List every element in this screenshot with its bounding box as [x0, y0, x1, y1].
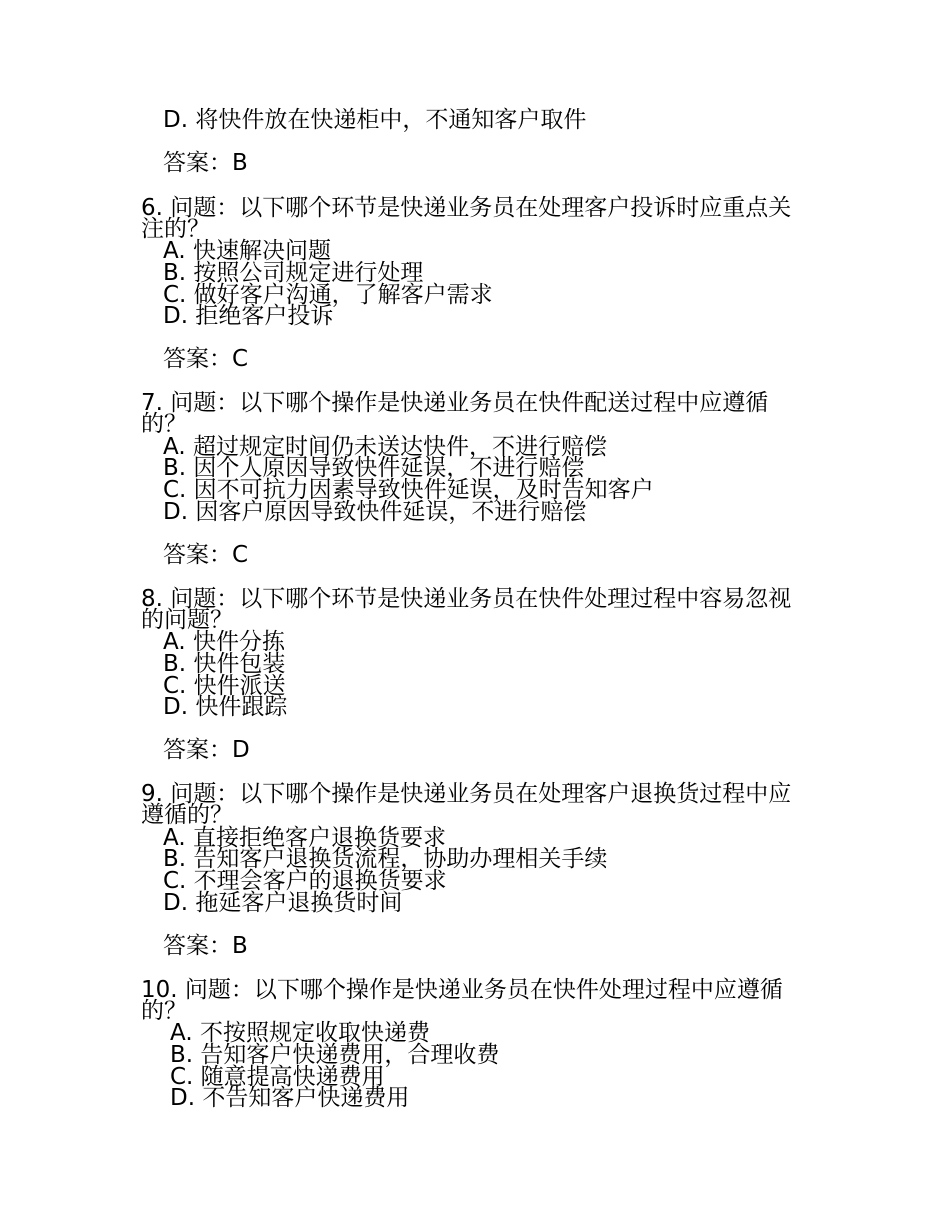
q7-option-c: C. 因不可抗力因素导致快件延误，及时告知客户: [163, 477, 654, 503]
q7-question: 7. 问题：以下哪个操作是快递业务员在快件配送过程中应遵循的？: [141, 390, 769, 437]
q6-option-d: D. 拒绝客户投诉: [163, 303, 334, 329]
q8-option-b: B. 快件包装: [163, 651, 286, 677]
q6-answer: 答案：C: [163, 346, 249, 372]
q9-question: 9. 问题：以下哪个操作是快递业务员在处理客户退换货过程中应遵循的？: [141, 781, 792, 828]
q10-option-c: C. 随意提高快递费用: [170, 1064, 385, 1090]
q6-option-c: C. 做好客户沟通，了解客户需求: [163, 282, 493, 308]
q8-option-c: C. 快件派送: [163, 673, 286, 699]
q6-question: 6. 问题：以下哪个环节是快递业务员在处理客户投诉时应重点关注的？: [141, 195, 792, 242]
q7-option-b: B. 因个人原因导致快件延误，不进行赔偿: [163, 455, 585, 481]
q9-option-c: C. 不理会客户的退换货要求: [163, 868, 447, 894]
q8-option-d: D. 快件跟踪: [163, 694, 288, 720]
q5-answer: 答案：B: [163, 150, 248, 176]
q7-option-a: A. 超过规定时间仍未送达快件，不进行赔偿: [163, 434, 607, 460]
q10-option-a: A. 不按照规定收取快递费: [170, 1020, 430, 1046]
q5-option-d: D. 将快件放在快递柜中，不通知客户取件: [163, 107, 587, 133]
q6-option-a: A. 快速解决问题: [163, 238, 331, 264]
q8-option-a: A. 快件分拣: [163, 629, 285, 655]
q7-option-d: D. 因客户原因导致快件延误，不进行赔偿: [163, 499, 587, 525]
q9-option-a: A. 直接拒绝客户退换货要求: [163, 825, 446, 851]
q10-option-b: B. 告知客户快递费用，合理收费: [170, 1042, 500, 1068]
q6-option-b: B. 按照公司规定进行处理: [163, 260, 424, 286]
q10-question: 10. 问题：以下哪个操作是快递业务员在快件处理过程中应遵循的？: [141, 977, 783, 1024]
q9-option-b: B. 告知客户退换货流程，协助办理相关手续: [163, 846, 608, 872]
q8-answer: 答案：D: [163, 737, 250, 763]
q9-option-d: D. 拖延客户退换货时间: [163, 890, 403, 916]
q9-answer: 答案：B: [163, 933, 248, 959]
q8-question: 8. 问题：以下哪个环节是快递业务员在快件处理过程中容易忽视的问题？: [141, 586, 792, 633]
q10-option-d: D. 不告知客户快递费用: [170, 1085, 410, 1111]
q7-answer: 答案：C: [163, 542, 249, 568]
